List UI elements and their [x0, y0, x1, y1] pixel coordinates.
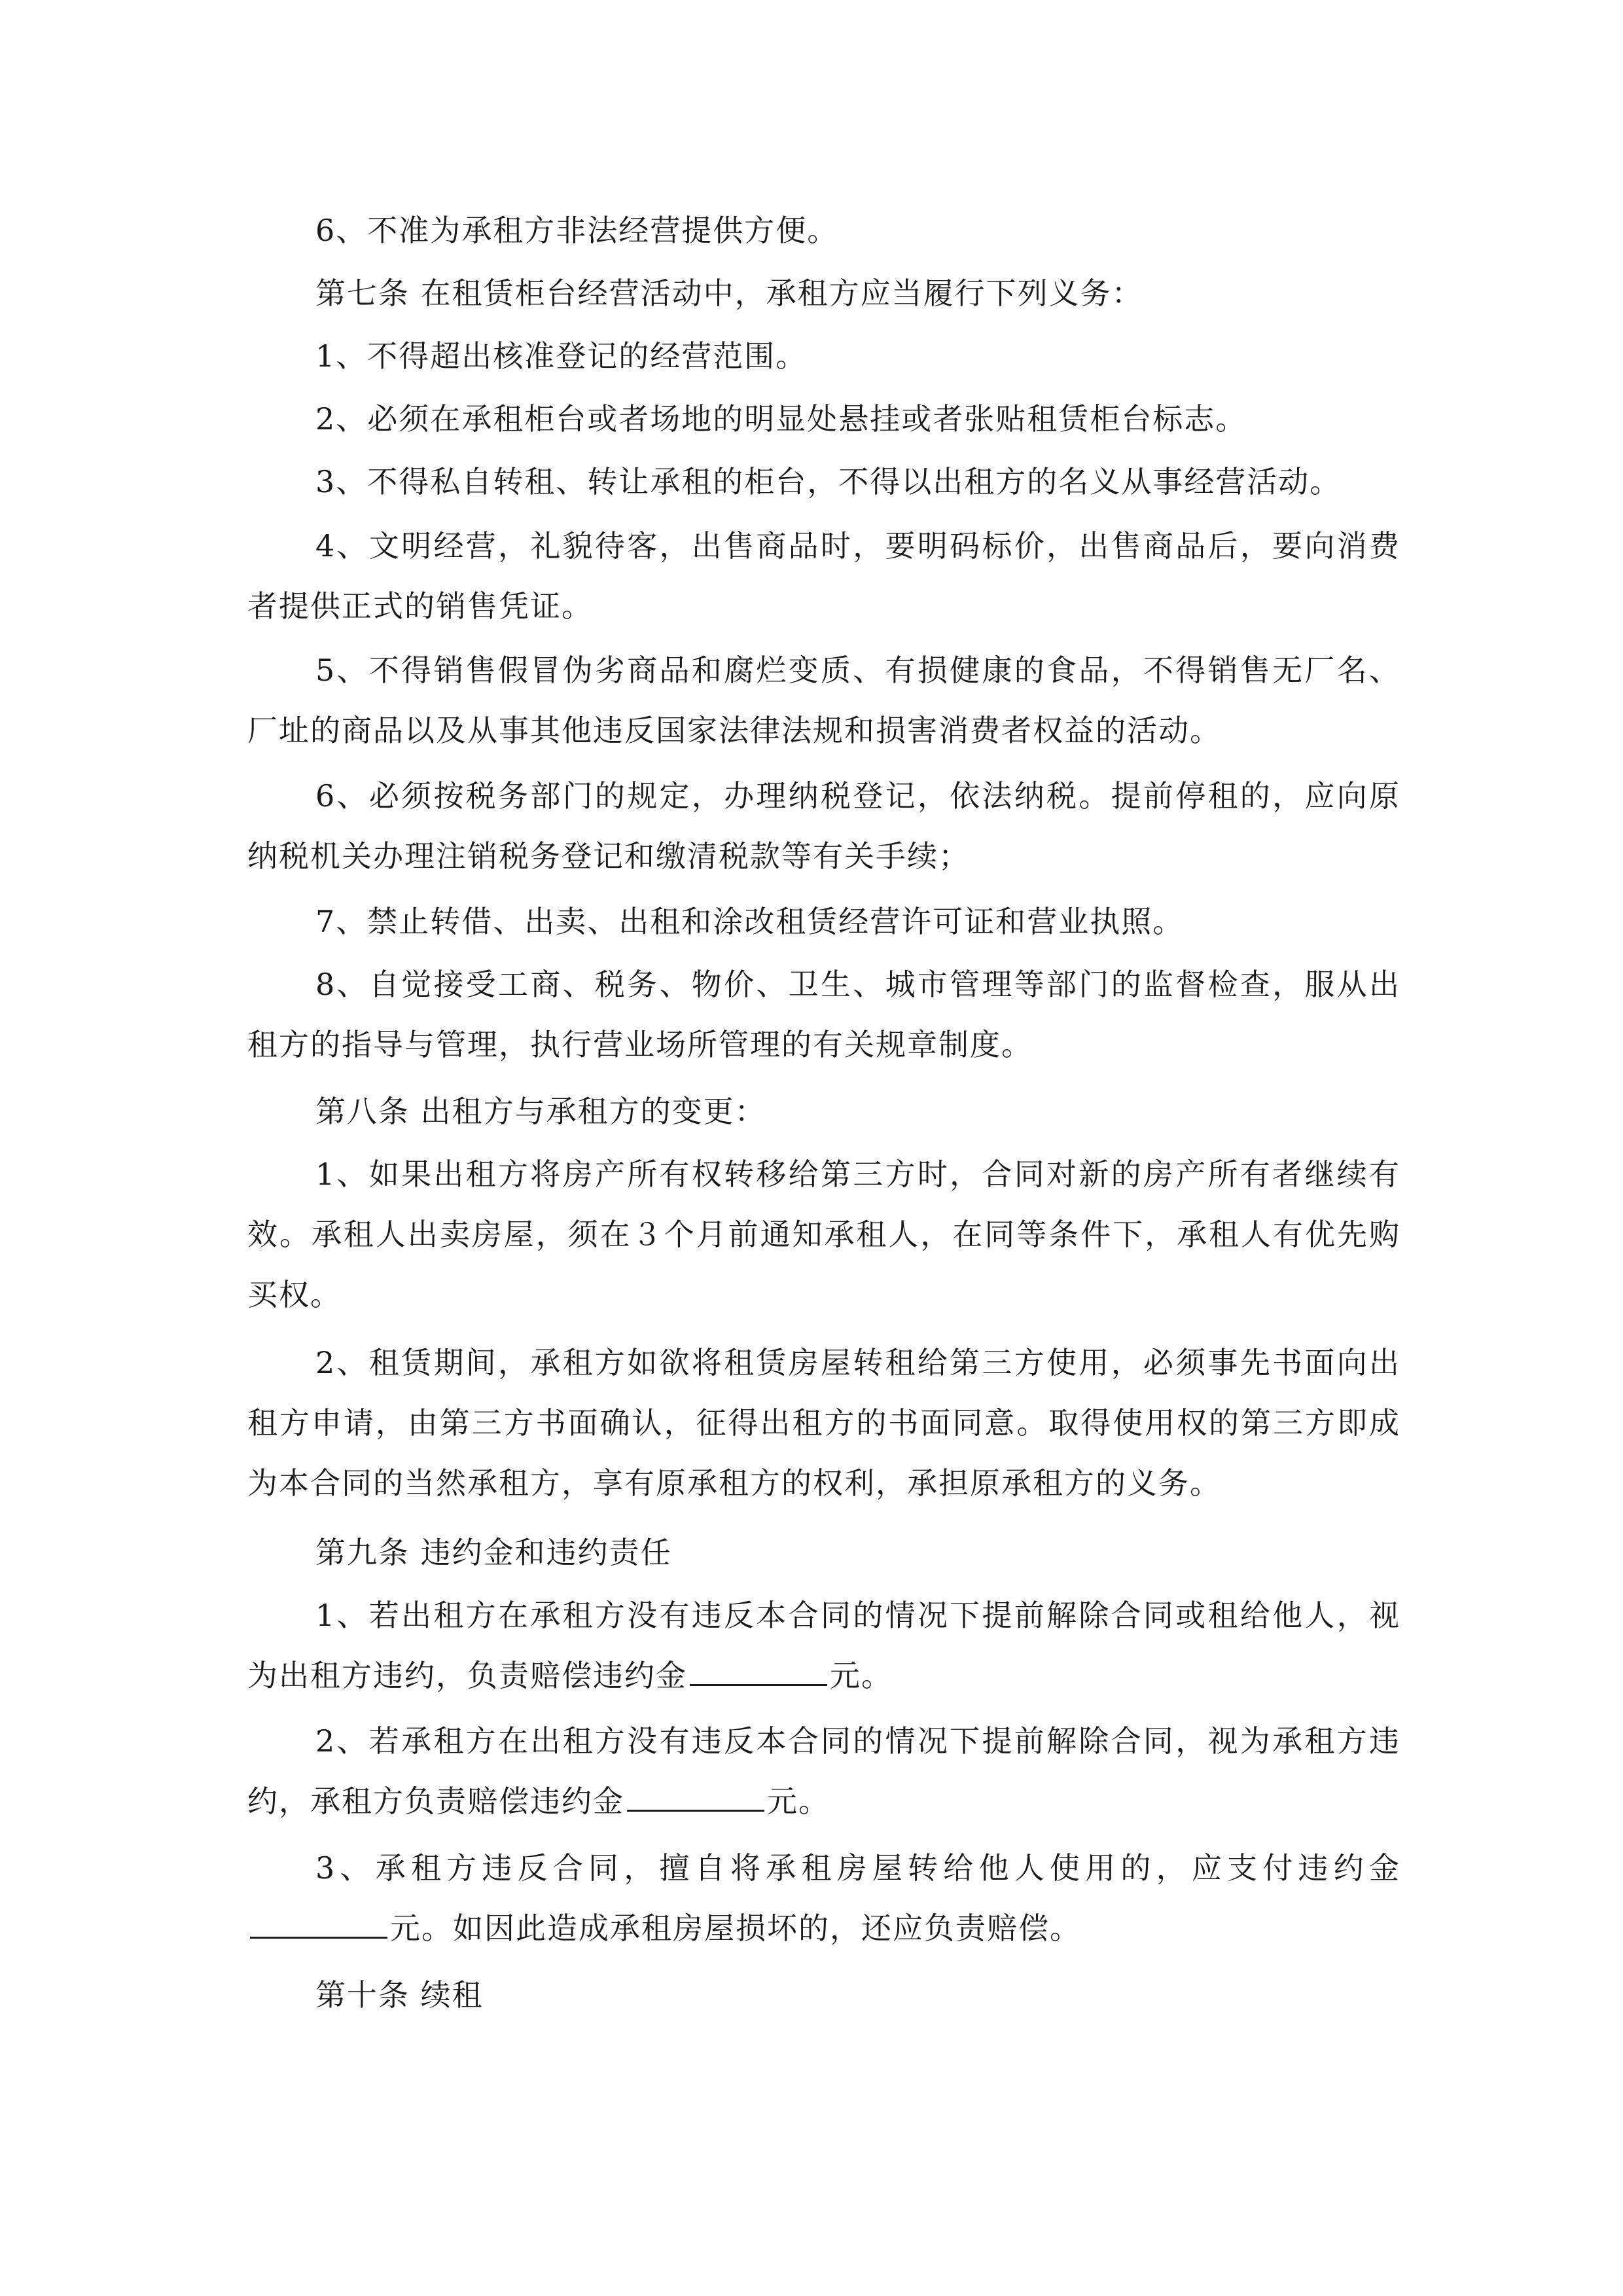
article-heading: 第九条 违约金和违约责任 — [315, 1535, 672, 1570]
amount-blank — [250, 1934, 387, 1939]
paragraph: 6、不准为承租方非法经营提供方便。 — [315, 213, 839, 248]
paragraph: 1、如果出租方将房产所有权转移给第三方时，合同对新的房产所有者继续有效。承租人出卖房屋，须在３个月前通知承租人，在同等条件下，承租人有优先购买权。 — [247, 1157, 1400, 1312]
paragraph: 4、文明经营，礼貌待客，出售商品时，要明码标价，出售商品后，要向消费者提供正式的销售凭证。 — [247, 528, 1400, 624]
paragraph: 5、不得销售假冒伪劣商品和腐烂变质、有损健康的食品，不得销售无厂名、厂址的商品以及从事其他违反国家法律法规和损害消费者权益的活动。 — [247, 653, 1400, 748]
clause-suffix: 元。 — [767, 1784, 830, 1819]
penalty-clause — [247, 1711, 1400, 1831]
paragraph: 3、不得私自转租、转让承租的柜台，不得以出租方的名义从事经营活动。 — [315, 464, 1342, 499]
paragraph: 2、租赁期间，承租方如欲将租赁房屋转租给第三方使用，必须事先书面向出租方申请，由第三方书面确认，征得出租方的书面同意。取得使用权的第三方即成为本合同的当然承租方，享有原承租方的权利，承担原承租方的义务。 — [247, 1345, 1400, 1501]
article-heading: 第八条 出租方与承租方的变更： — [315, 1094, 766, 1129]
penalty-clause — [247, 1838, 1400, 1958]
clause-text: 3、承租方违反合同，擅自将承租房屋转给他人使用的，应支付违约金 — [315, 1850, 1400, 1886]
clause-text: 1、若出租方在承租方没有违反本合同的情况下提前解除合同或租给他人，视为出租方违约，负责赔偿违约金 — [247, 1598, 1400, 1693]
article-heading: 第七条 在租赁柜台经营活动中，承租方应当履行下列义务： — [315, 276, 1143, 311]
paragraph: 1、不得超出核准登记的经营范围。 — [315, 338, 808, 374]
clause-suffix: 元。 — [830, 1658, 893, 1693]
amount-blank — [627, 1807, 764, 1812]
paragraph: 2、必须在承租柜台或者场地的明显处悬挂或者张贴租赁柜台标志。 — [315, 401, 1247, 437]
penalty-clause — [247, 1585, 1400, 1706]
paragraph: 7、禁止转借、出卖、出租和涂改租赁经营许可证和营业执照。 — [315, 904, 1185, 939]
clause-text: 2、若承租方在出租方没有违反本合同的情况下提前解除合同，视为承租方违约，承租方负责赔偿违约金 — [247, 1723, 1400, 1819]
paragraph: 6、必须按税务部门的规定，办理纳税登记，依法纳税。提前停租的，应向原纳税机关办理注销税务登记和缴清税款等有关手续； — [247, 778, 1400, 874]
article-heading: 第十条 续租 — [315, 1977, 484, 2013]
paragraph: 8、自觉接受工商、税务、物价、卫生、城市管理等部门的监督检查，服从出租方的指导与管理，执行营业场所管理的有关规章制度。 — [247, 967, 1400, 1062]
clause-suffix: 元。如因此造成承租房屋损坏的，还应负责赔偿。 — [390, 1910, 1081, 1946]
amount-blank — [690, 1681, 827, 1686]
